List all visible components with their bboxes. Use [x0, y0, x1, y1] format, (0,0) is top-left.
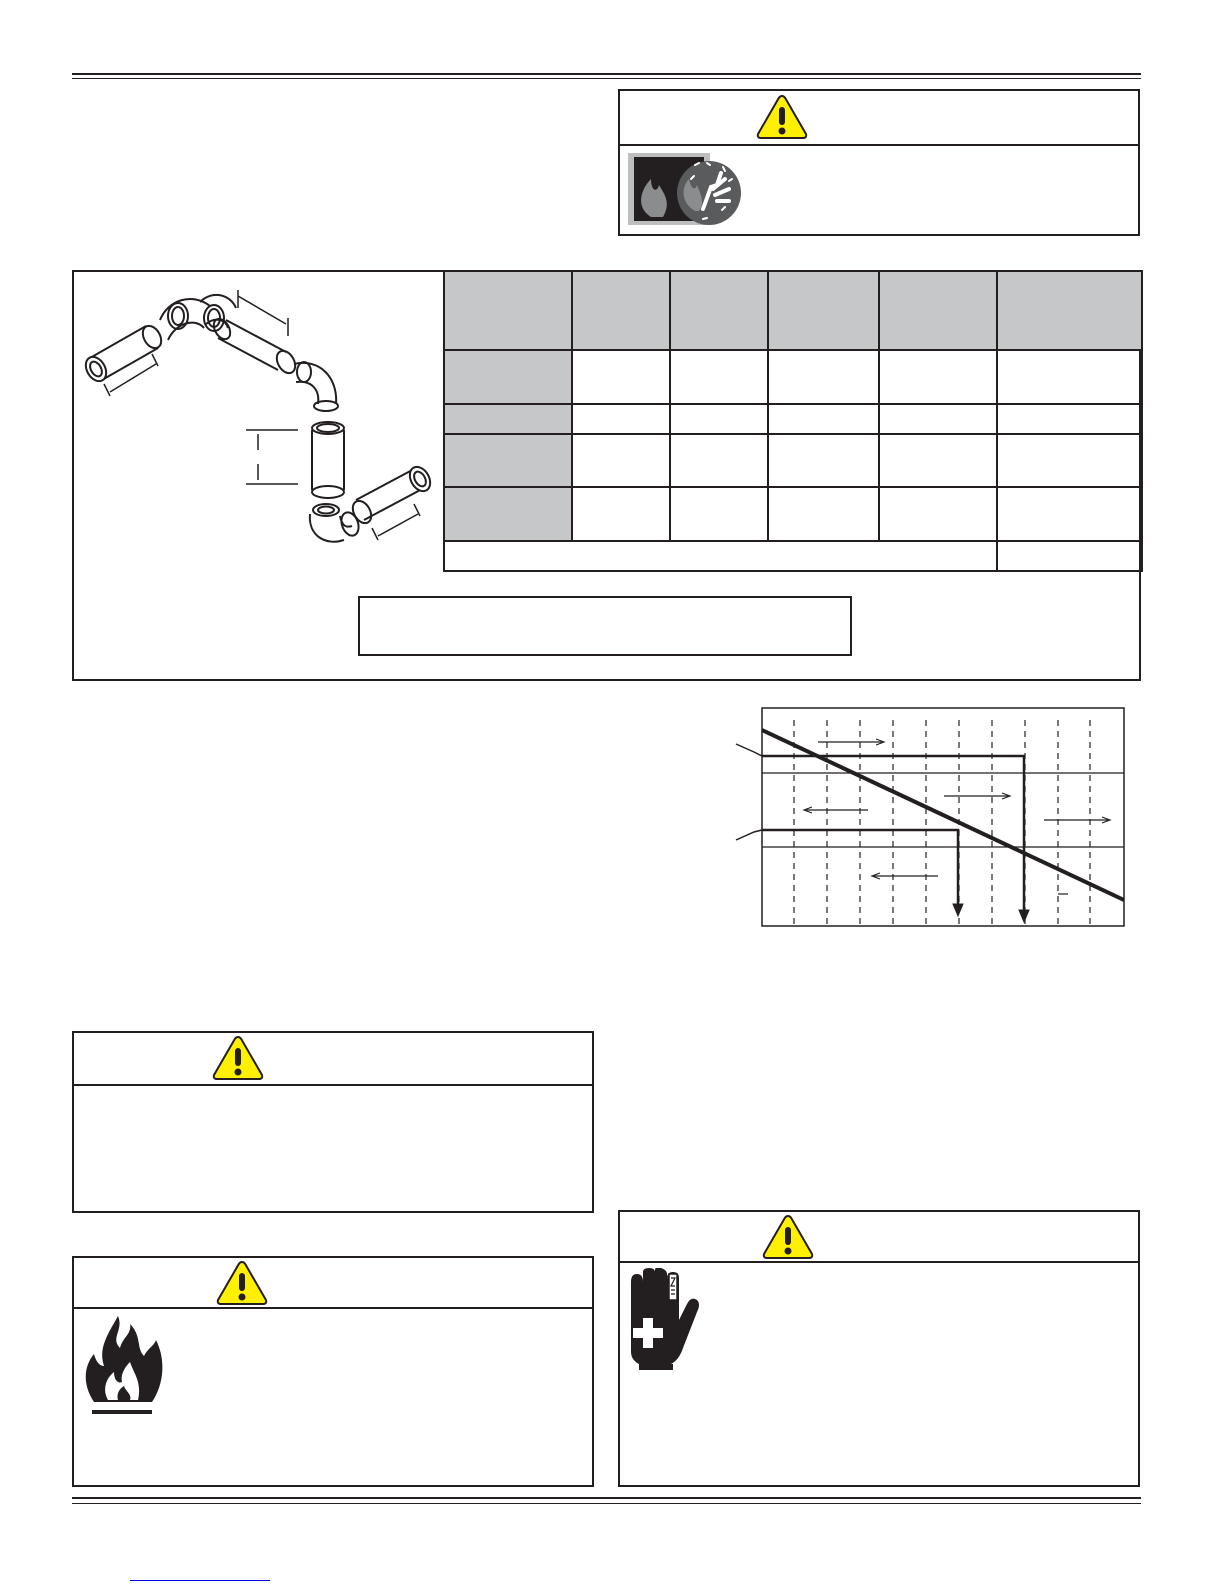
warning-header-divider [620, 144, 1138, 146]
warning-triangle-icon [212, 1035, 264, 1081]
fire-burn-hand-icon [625, 151, 741, 227]
table-total-label-cell [444, 541, 997, 571]
table-cell [997, 350, 1142, 404]
flammable-flame-icon [80, 1312, 166, 1422]
table-cell [670, 350, 768, 404]
table-cell [670, 487, 768, 541]
table-cell [879, 434, 997, 487]
table-row-header [444, 434, 572, 487]
warning-triangle-icon [216, 1260, 268, 1306]
table-cell [572, 350, 670, 404]
warning-header-divider [74, 1084, 592, 1086]
footer-rule-top [72, 1497, 1141, 1499]
warning-box-general [72, 1031, 594, 1213]
table-cell [768, 350, 879, 404]
table-row [444, 487, 1142, 541]
warning-triangle-icon [762, 1214, 814, 1260]
table-row-header [444, 350, 572, 404]
table-row [444, 350, 1142, 404]
header-rule-top [72, 73, 1141, 75]
warning-triangle-icon [756, 94, 808, 140]
table-header-cell [997, 271, 1142, 350]
warning-box-flammable [72, 1256, 594, 1487]
table-cell [670, 404, 768, 434]
footer-hyperlink-underline[interactable] [130, 1580, 270, 1581]
table-header-cell [670, 271, 768, 350]
table-header-cell [444, 271, 572, 350]
warning-box-hand-injury [618, 1210, 1140, 1487]
table-cell [997, 434, 1142, 487]
vent-rise-run-graph [728, 706, 1128, 932]
table-row [444, 434, 1142, 487]
warning-header-divider [74, 1307, 592, 1309]
table-cell [997, 487, 1142, 541]
vent-length-table [443, 270, 1143, 572]
table-total-cell [997, 541, 1142, 571]
table-cell [572, 404, 670, 434]
table-cell [572, 487, 670, 541]
hand-first-aid-icon [625, 1268, 703, 1372]
table-cell [879, 487, 997, 541]
graph-vertical-gridlines [794, 720, 1090, 928]
vent-pipe-assembly-diagram [80, 278, 440, 568]
table-row [444, 404, 1142, 434]
header-rule-bottom [72, 78, 1141, 79]
table-header-cell [879, 271, 997, 350]
table-cell [879, 404, 997, 434]
table-cell [768, 487, 879, 541]
table-cell [768, 434, 879, 487]
table-cell [997, 404, 1142, 434]
vent-note-box [358, 596, 852, 656]
table-cell [670, 434, 768, 487]
table-header-row [444, 271, 1142, 350]
table-row-header [444, 487, 572, 541]
table-header-cell [572, 271, 670, 350]
warning-box-burn [618, 89, 1140, 236]
footer-rule-bottom [72, 1503, 1141, 1504]
warning-header-divider [620, 1261, 1138, 1263]
table-cell [768, 404, 879, 434]
table-cell [879, 350, 997, 404]
table-cell [572, 434, 670, 487]
table-header-cell [768, 271, 879, 350]
table-total-row [444, 541, 1142, 571]
table-row-header [444, 404, 572, 434]
